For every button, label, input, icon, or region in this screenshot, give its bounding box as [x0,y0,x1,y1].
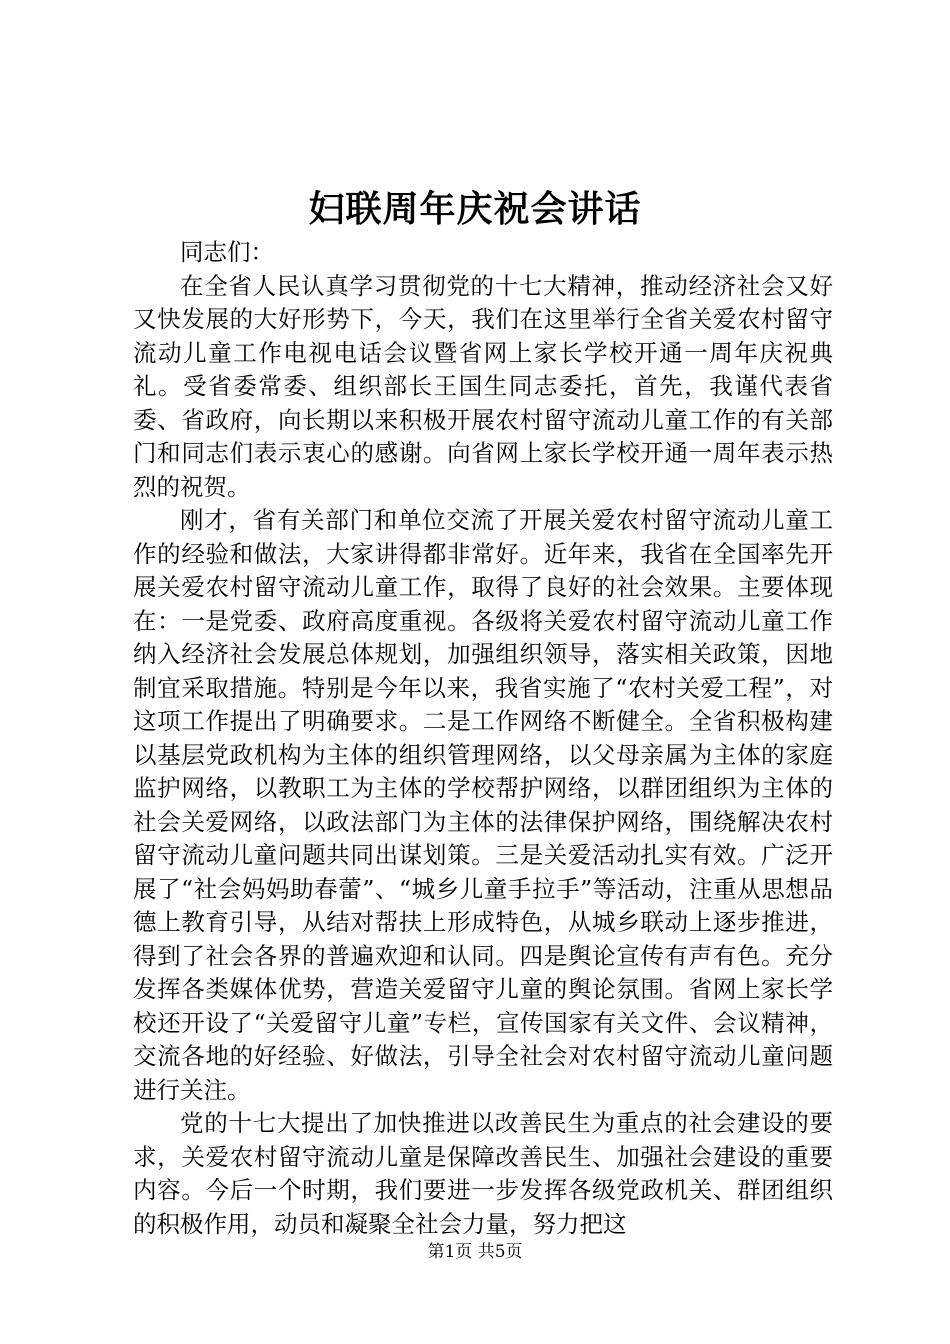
paragraph: 在全省人民认真学习贯彻党的十七大精神，推动经济社会又好又快发展的大好形势下，今天，我们在这里举行全省关爱农村留守流动儿童工作电视电话会议暨省网上家长学校开通一周年庆祝典礼。受省委常委、组织部长王国生同志委托，首先，我谨代表省委、省政府，向长期以来积极开展农村留守流动儿童工作的有关部门和同志们表示衷心的感谢。向省网上家长学校开通一周年表示热烈的祝贺。 [133,271,833,501]
paragraph: 党的十七大提出了加快推进以改善民生为重点的社会建设的要求，关爱农村留守流动儿童是保障改善民生、加强社会建设的重要内容。今后一个时期，我们要进一步发挥各级党政机关、群团组织的积极作用，动员和凝聚全社会力量，努力把这 [133,1109,833,1238]
page-number-footer: 第1页 共5页 [427,1242,523,1262]
salutation: 同志们： [180,238,274,266]
document-body [133,236,833,1241]
paragraph: 刚才，省有关部门和单位交流了开展关爱农村留守流动儿童工作的经验和做法，大家讲得都非常好。近年来，我省在全国率先开展关爱农村留守流动儿童工作，取得了良好的社会效果。主要体现在：一是党委、政府高度重视。各级将关爱农村留守流动儿童工作纳入经济社会发展总体规划，加强组织领导，落实相关政策，因地制宜采取措施。特别是今年以来，我省实施了“农村关爱工程”，对这项工作提出了明确要求。二是工作网络不断健全。全省积极构建以基层党政机构为主体的组织管理网络，以父母亲属为主体的家庭监护网络，以教职工为主体的学校帮护网络，以群团组织为主体的社会关爱网络，以政法部门为主体的法律保护网络，围绕解决农村留守流动儿童问题共同出谋划策。三是关爱活动扎实有效。广泛开展了“社会妈妈助春蕾”、“城乡儿童手拉手”等活动，注重从思想品德上教育引导，从结对帮扶上形成特色，从城乡联动上逐步推进，得到了社会各界的普遍欢迎和认同。四是舆论宣传有声有色。充分发挥各类媒体优势，营造关爱留守儿童的舆论氛围。省网上家长学校还开设了“关爱留守儿童”专栏，宣传国家有关文件、会议精神，交流各地的好经验、好做法，引导全社会对农村留守流动儿童问题进行关注。 [133,506,833,1104]
document-title: 妇联周年庆祝会讲话 [308,188,642,230]
